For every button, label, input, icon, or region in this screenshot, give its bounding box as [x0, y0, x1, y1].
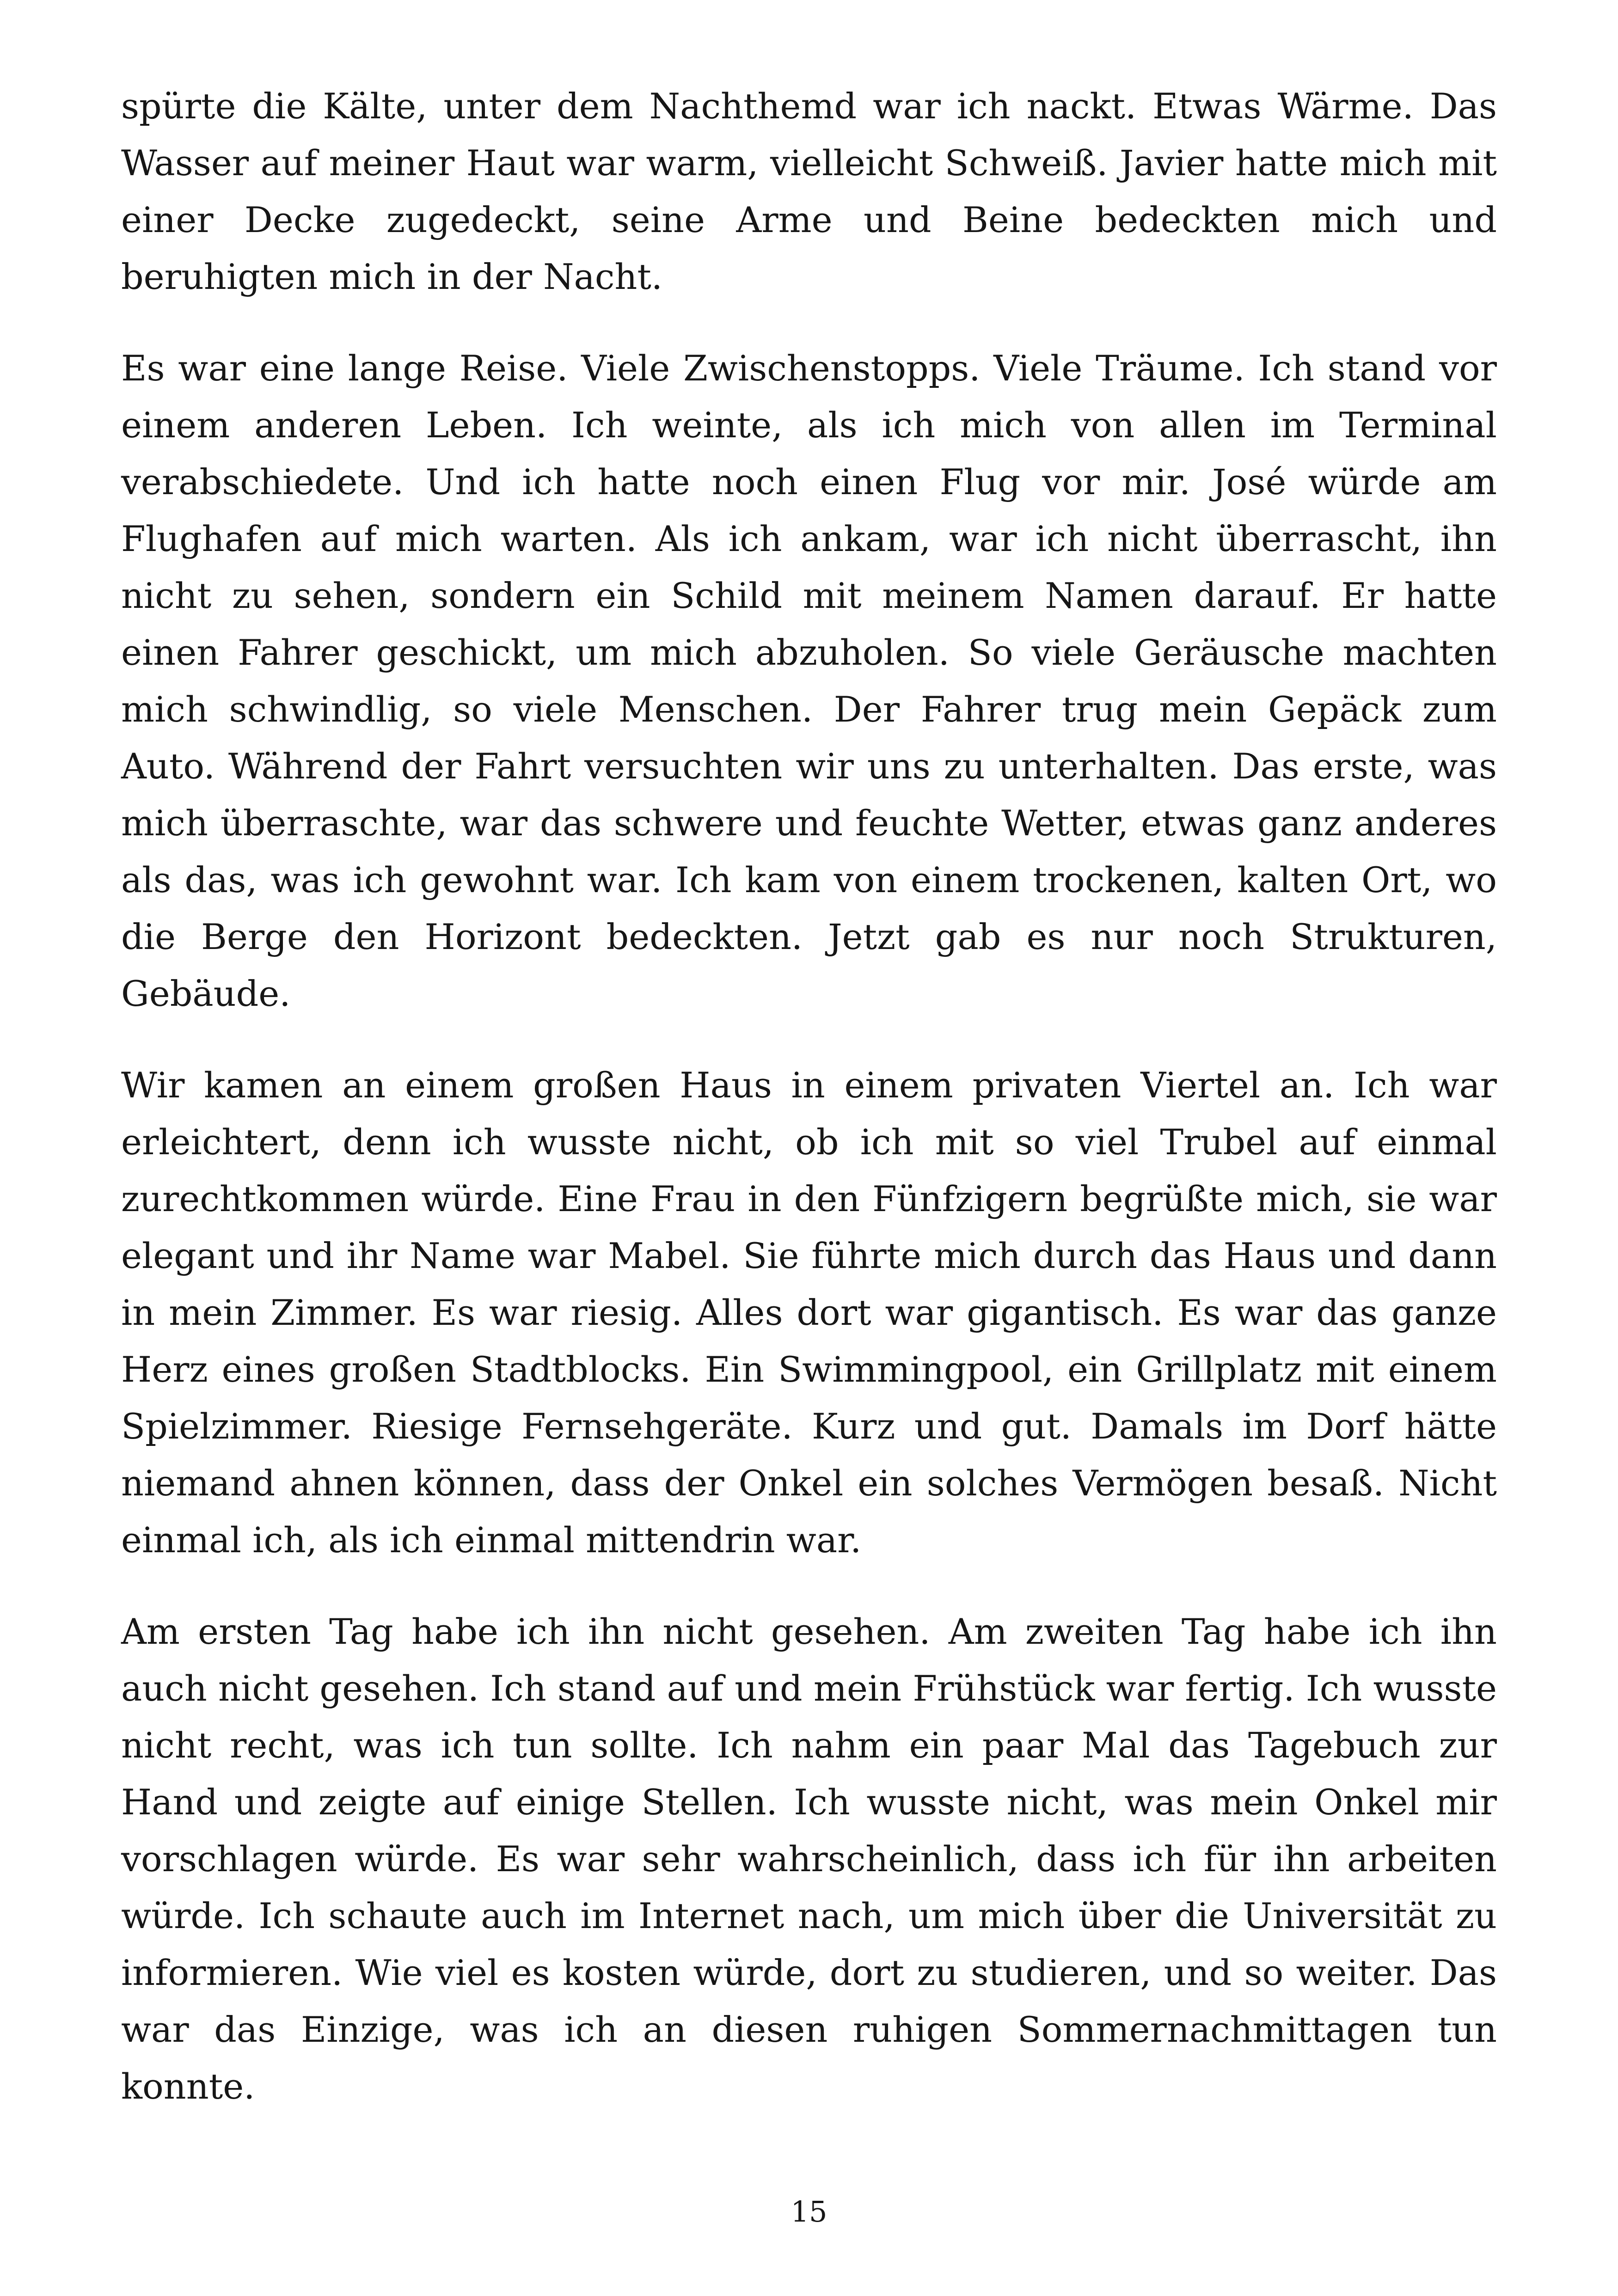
body-text	[121, 78, 1497, 2115]
page-number: 15	[791, 2195, 827, 2229]
paragraph-4: Am ersten Tag habe ich ihn nicht gesehen. Am zweiten Tag habe ich ihn auch nicht gesehen. Ich stand auf und mein Frühstück war fertig. Ich wusste nicht recht, was ich tun sollte. Ich nahm ein paar Mal das Tagebuch zur Hand und zeigte auf einige Stellen. Ich wusste nicht, was mein Onkel mir vorschlagen würde. Es war sehr wahrscheinlich, dass ich für ihn arbeiten würde. Ich schaute auch im Internet nach, um mich über die Universität zu informieren. Wie viel es kosten würde, dort zu studieren, und so weiter. Das war das Einzige, was ich an diesen ruhigen Sommernachmittagen tun konnte.	[121, 1611, 1497, 2107]
paragraph-1: spürte die Kälte, unter dem Nachthemd war ich nackt. Etwas Wärme. Das Wasser auf meiner Haut war warm, vielleicht Schweiß. Javier hatte mich mit einer Decke zugedeckt, seine Arme und Beine bedeckten mich und beruhigten mich in der Nacht.	[121, 86, 1497, 297]
paragraph-3: Wir kamen an einem großen Haus in einem privaten Viertel an. Ich war erleichtert, denn ich wusste nicht, ob ich mit so viel Trubel auf einmal zurechtkommen würde. Eine Frau in den Fünfzigern begrüßte mich, sie war elegant und ihr Name war Mabel. Sie führte mich durch das Haus und dann in mein Zimmer. Es war riesig. Alles dort war gigantisch. Es war das ganze Herz eines großen Stadtblocks. Ein Swimmingpool, ein Grillplatz mit einem Spielzimmer. Riesige Fernsehgeräte. Kurz und gut. Damals im Dorf hätte niemand ahnen können, dass der Onkel ein solches Vermögen besaß. Nicht einmal ich, als ich einmal mittendrin war.	[121, 1065, 1497, 1561]
paragraph-2: Es war eine lange Reise. Viele Zwischenstopps. Viele Träume. Ich stand vor einem anderen Leben. Ich weinte, als ich mich von allen im Terminal verabschiedete. Und ich hatte noch einen Flug vor mir. José würde am Flughafen auf mich warten. Als ich ankam, war ich nicht überrascht, ihn nicht zu sehen, sondern ein Schild mit meinem Namen darauf. Er hatte einen Fahrer geschickt, um mich abzuholen. So viele Geräusche machten mich schwindlig, so viele Menschen. Der Fahrer trug mein Gepäck zum Auto. Während der Fahrt versuchten wir uns zu unterhalten. Das erste, was mich überraschte, war das schwere und feuchte Wetter, etwas ganz anderes als das, was ich gewohnt war. Ich kam von einem trockenen, kalten Ort, wo die Berge den Horizont bedeckten. Jetzt gab es nur noch Strukturen, Gebäude.	[121, 348, 1497, 1014]
